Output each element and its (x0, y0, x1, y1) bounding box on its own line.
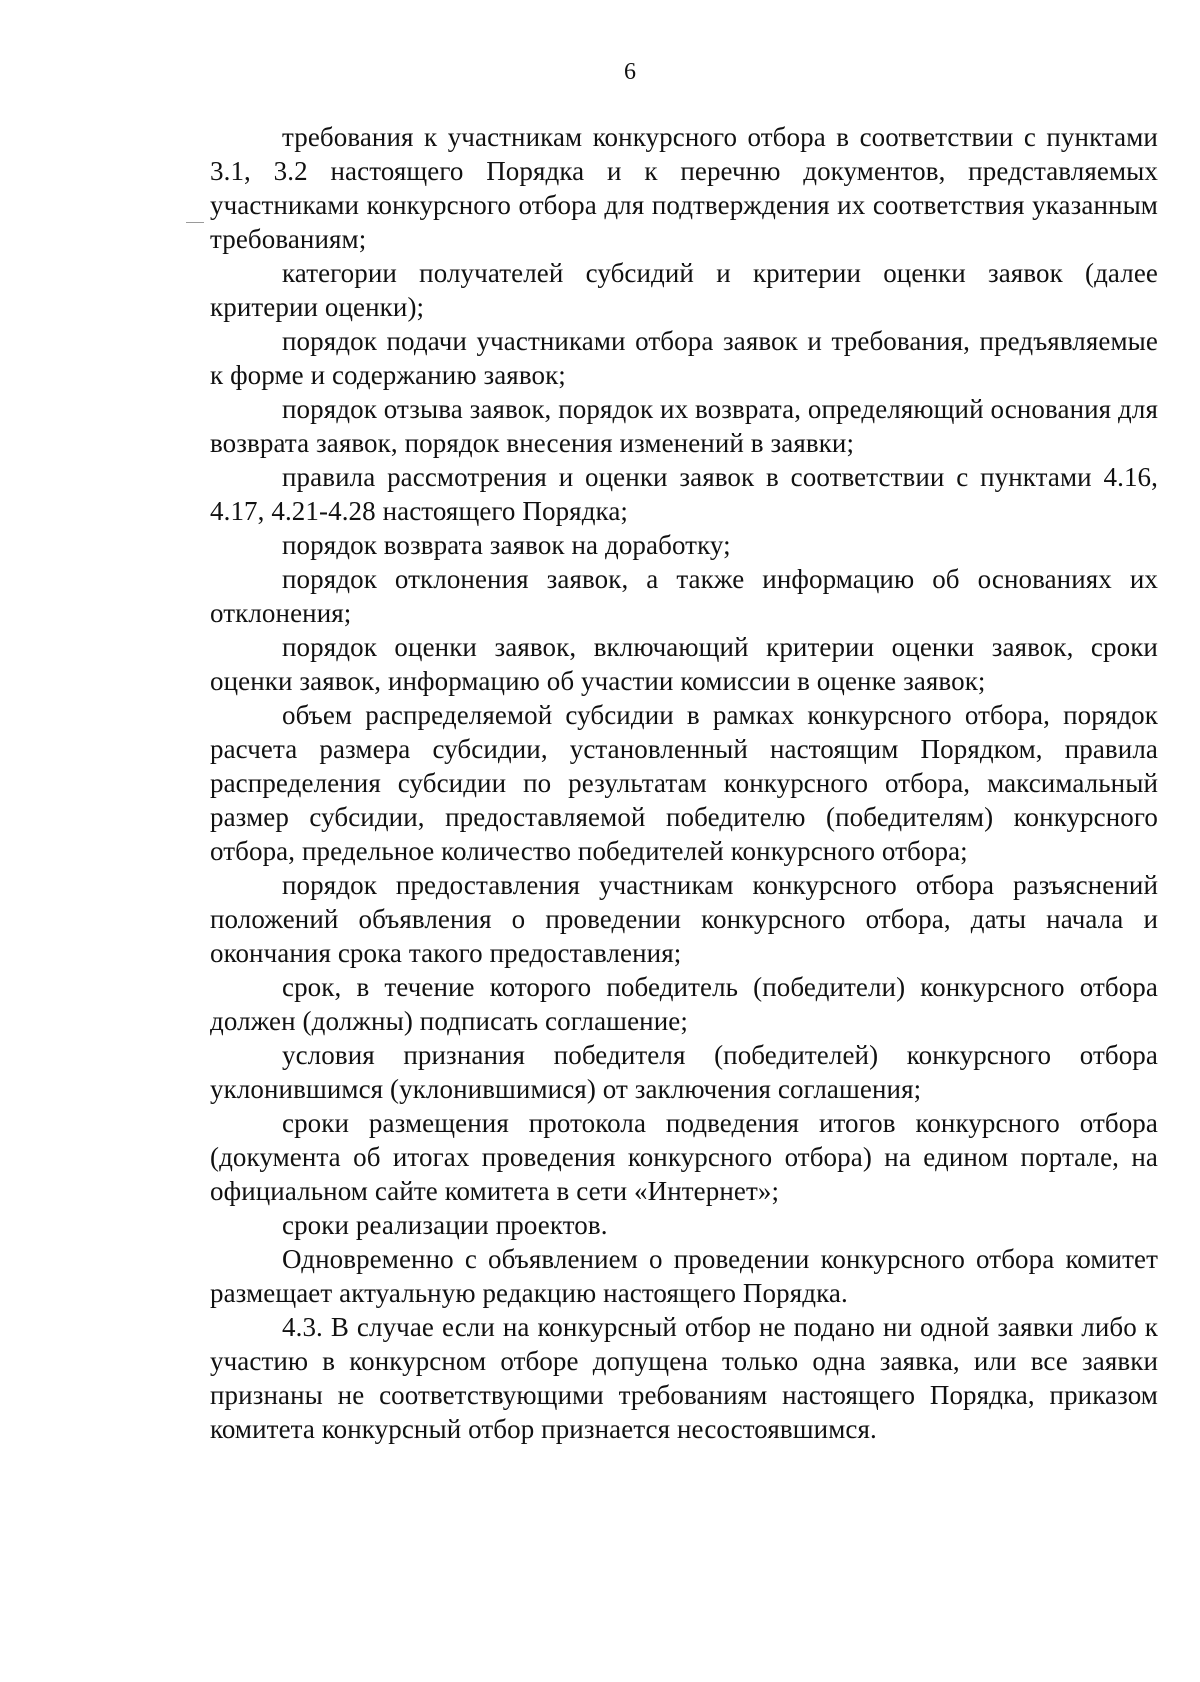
margin-mark (186, 222, 204, 223)
paragraph-rejection-order: порядок отклонения заявок, а также информацию об основаниях их отклонения; (210, 564, 1158, 628)
paragraph-requirements: требования к участникам конкурсного отбора в соответствии с пунктами 3.1, 3.2 настоящего Порядка и к перечню документов, представляемых участниками конкурсного отбора для подтверждения их соответствия указанным требованиям; (210, 122, 1158, 254)
paragraph-review-rules: правила рассмотрения и оценки заявок в соответствии с пунктами 4.16, 4.17, 4.21-4.28 настоящего Порядка; (210, 462, 1158, 526)
paragraph-return-for-revision: порядок возврата заявок на доработку; (282, 530, 731, 560)
paragraph-categories: категории получателей субсидий и критерии оценки заявок (далее критерии оценки); (210, 258, 1158, 322)
document-body (210, 120, 1158, 1446)
paragraph-project-deadlines: сроки реализации проектов. (282, 1210, 608, 1240)
paragraph-protocol-deadlines: сроки размещения протокола подведения итогов конкурсного отбора (документа об итогах проведения конкурсного отбора) на едином портале, на официальном сайте комитета в сети «Интернет»; (210, 1108, 1158, 1206)
paragraph-submission-order: порядок подачи участниками отбора заявок и требования, предъявляемые к форме и содержанию заявок; (210, 326, 1158, 390)
paragraph-withdrawal-order: порядок отзыва заявок, порядок их возврата, определяющий основания для возврата заявок, порядок внесения изменений в заявки; (210, 394, 1158, 458)
paragraph-signing-deadline: срок, в течение которого победитель (победители) конкурсного отбора должен (должны) подписать соглашение; (210, 972, 1158, 1036)
paragraph-evasion-conditions: условия признания победителя (победителей) конкурсного отбора уклонившимся (уклонившимися) от заключения соглашения; (210, 1040, 1158, 1104)
paragraph-clause-4-3: 4.3. В случае если на конкурсный отбор не подано ни одной заявки либо к участию в конкурсном отборе допущена только одна заявка, или все заявки признаны не соответствующими требованиям настоящего Порядка, приказом комитета конкурсный отбор признается несостоявшимся. (210, 1312, 1158, 1444)
page-number: 6 (624, 59, 636, 85)
paragraph-subsidy-volume: объем распределяемой субсидии в рамках конкурсного отбора, порядок расчета размера субсидии, установленный настоящим Порядком, правила распределения субсидии по результатам конкурсного отбора, максимальный размер субсидии, предоставляемой победителю (победителям) конкурсного отбора, предельное количество победителей конкурсного отбора; (210, 700, 1158, 866)
paragraph-evaluation-order: порядок оценки заявок, включающий критерии оценки заявок, сроки оценки заявок, информацию об участии комиссии в оценке заявок; (210, 632, 1158, 696)
paragraph-clarifications: порядок предоставления участникам конкурсного отбора разъяснений положений объявления о проведении конкурсного отбора, даты начала и окончания срока такого предоставления; (210, 870, 1158, 968)
paragraph-simultaneous-publication: Одновременно с объявлением о проведении конкурсного отбора комитет размещает актуальную редакцию настоящего Порядка. (210, 1244, 1158, 1308)
